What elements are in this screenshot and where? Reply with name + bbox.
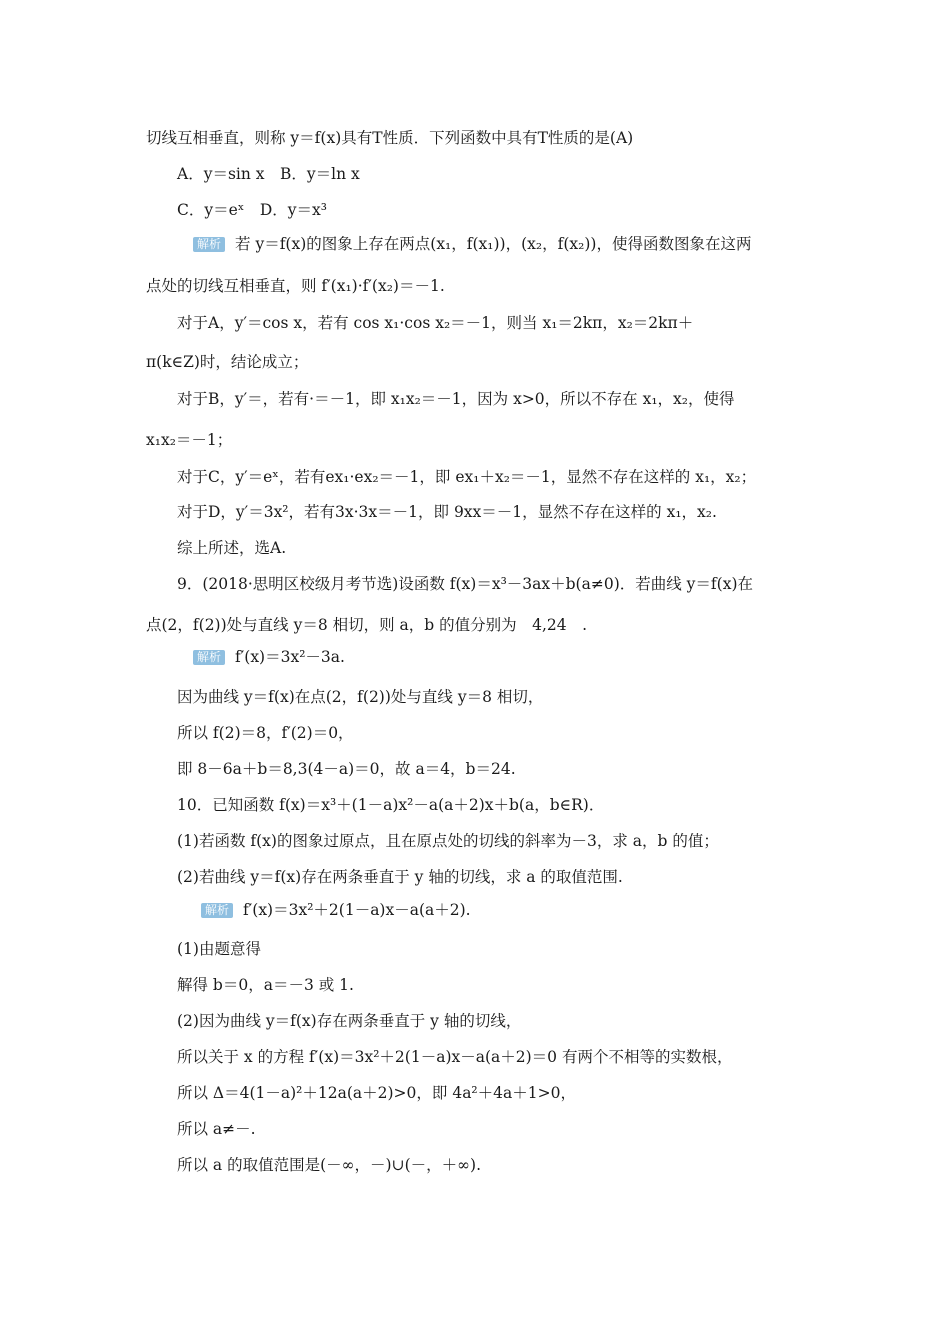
text-line: 综上所述，选A. bbox=[177, 539, 287, 557]
text-line: A．y＝sin x B．y＝ln x bbox=[177, 165, 360, 183]
analysis-badge: 解析 bbox=[193, 650, 225, 665]
text-line: 10．已知函数 f(x)＝x³＋(1－a)x²－a(a＋2)x＋b(a，b∈R)． bbox=[177, 796, 605, 814]
text-line: (1)若函数 f(x)的图象过原点，且在原点处的切线的斜率为－3，求 a，b 的值； bbox=[177, 832, 719, 850]
text-line: 所以 a≠－. bbox=[177, 1120, 256, 1138]
text-span: 若 y＝f(x)的图象上存在两点(x₁，f(x₁))，(x₂，f(x₂))，使得函数图象在这两 bbox=[235, 235, 752, 253]
text-line: 对于C，y′＝eˣ，若有ex₁·ex₂＝－1，即 ex₁＋x₂＝－1，显然不存在这样的 x₁，x₂； bbox=[177, 468, 757, 486]
text-line: 所以 Δ＝4(1－a)²＋12a(a＋2)>0，即 4a²＋4a＋1>0， bbox=[177, 1084, 576, 1102]
text-line: 解得 b＝0，a＝－3 或 1. bbox=[177, 976, 354, 994]
analysis-badge: 解析 bbox=[201, 903, 233, 918]
analysis-badge: 解析 bbox=[193, 237, 225, 252]
text-line: 9．(2018·思明区校级月考节选)设函数 f(x)＝x³－3ax＋b(a≠0)．若曲线 y＝f(x)在 bbox=[177, 575, 753, 593]
text-line: 即 8－6a＋b＝8,3(4－a)＝0，故 a＝4，b＝24. bbox=[177, 760, 516, 778]
text-line: (2)若曲线 y＝f(x)存在两条垂直于 y 轴的切线，求 a 的取值范围. bbox=[177, 868, 623, 886]
text-line: 对于A，y′＝cos x，若有 cos x₁·cos x₂＝－1，则当 x₁＝2kπ，x₂＝2kπ＋ bbox=[177, 314, 694, 332]
text-line: 点处的切线互相垂直，则 f′(x₁)·f′(x₂)＝－1. bbox=[146, 277, 445, 295]
text-line: 切线互相垂直，则称 y＝f(x)具有T性质．下列函数中具有T性质的是(A) bbox=[146, 129, 634, 147]
text-line: 点(2，f(2))处与直线 y＝8 相切，则 a，b 的值分别为 4,24 . bbox=[146, 616, 588, 634]
text-line: 所以 a 的取值范围是(－∞，－)∪(－，＋∞). bbox=[177, 1156, 482, 1174]
analysis-line bbox=[193, 647, 345, 667]
text-line: (2)因为曲线 y＝f(x)存在两条垂直于 y 轴的切线， bbox=[177, 1012, 522, 1030]
text-line: C．y＝eˣ D．y＝x³ bbox=[177, 201, 327, 219]
text-line: 因为曲线 y＝f(x)在点(2，f(2))处与直线 y＝8 相切， bbox=[177, 688, 544, 706]
text-line: 对于B，y′＝，若有·＝－1，即 x₁x₂＝－1，因为 x>0，所以不存在 x₁，x₂，使得 bbox=[177, 390, 735, 408]
analysis-line bbox=[201, 900, 471, 920]
text-line: x₁x₂＝－1； bbox=[146, 431, 233, 449]
text-span: f′(x)＝3x²＋2(1－a)x－a(a＋2). bbox=[243, 901, 471, 919]
text-line: 所以 f(2)＝8，f′(2)＝0， bbox=[177, 724, 354, 742]
text-line: π(k∈Z)时，结论成立； bbox=[146, 353, 309, 371]
text-line: 所以关于 x 的方程 f′(x)＝3x²＋2(1－a)x－a(a＋2)＝0 有两个不相等的实数根， bbox=[177, 1048, 733, 1066]
text-line: (1)由题意得 bbox=[177, 940, 261, 958]
text-line: 对于D，y′＝3x²，若有3x·3x＝－1，即 9xx＝－1，显然不存在这样的 x₁，x₂. bbox=[177, 503, 717, 521]
text-span: f′(x)＝3x²－3a. bbox=[235, 648, 345, 666]
analysis-line bbox=[193, 234, 751, 254]
